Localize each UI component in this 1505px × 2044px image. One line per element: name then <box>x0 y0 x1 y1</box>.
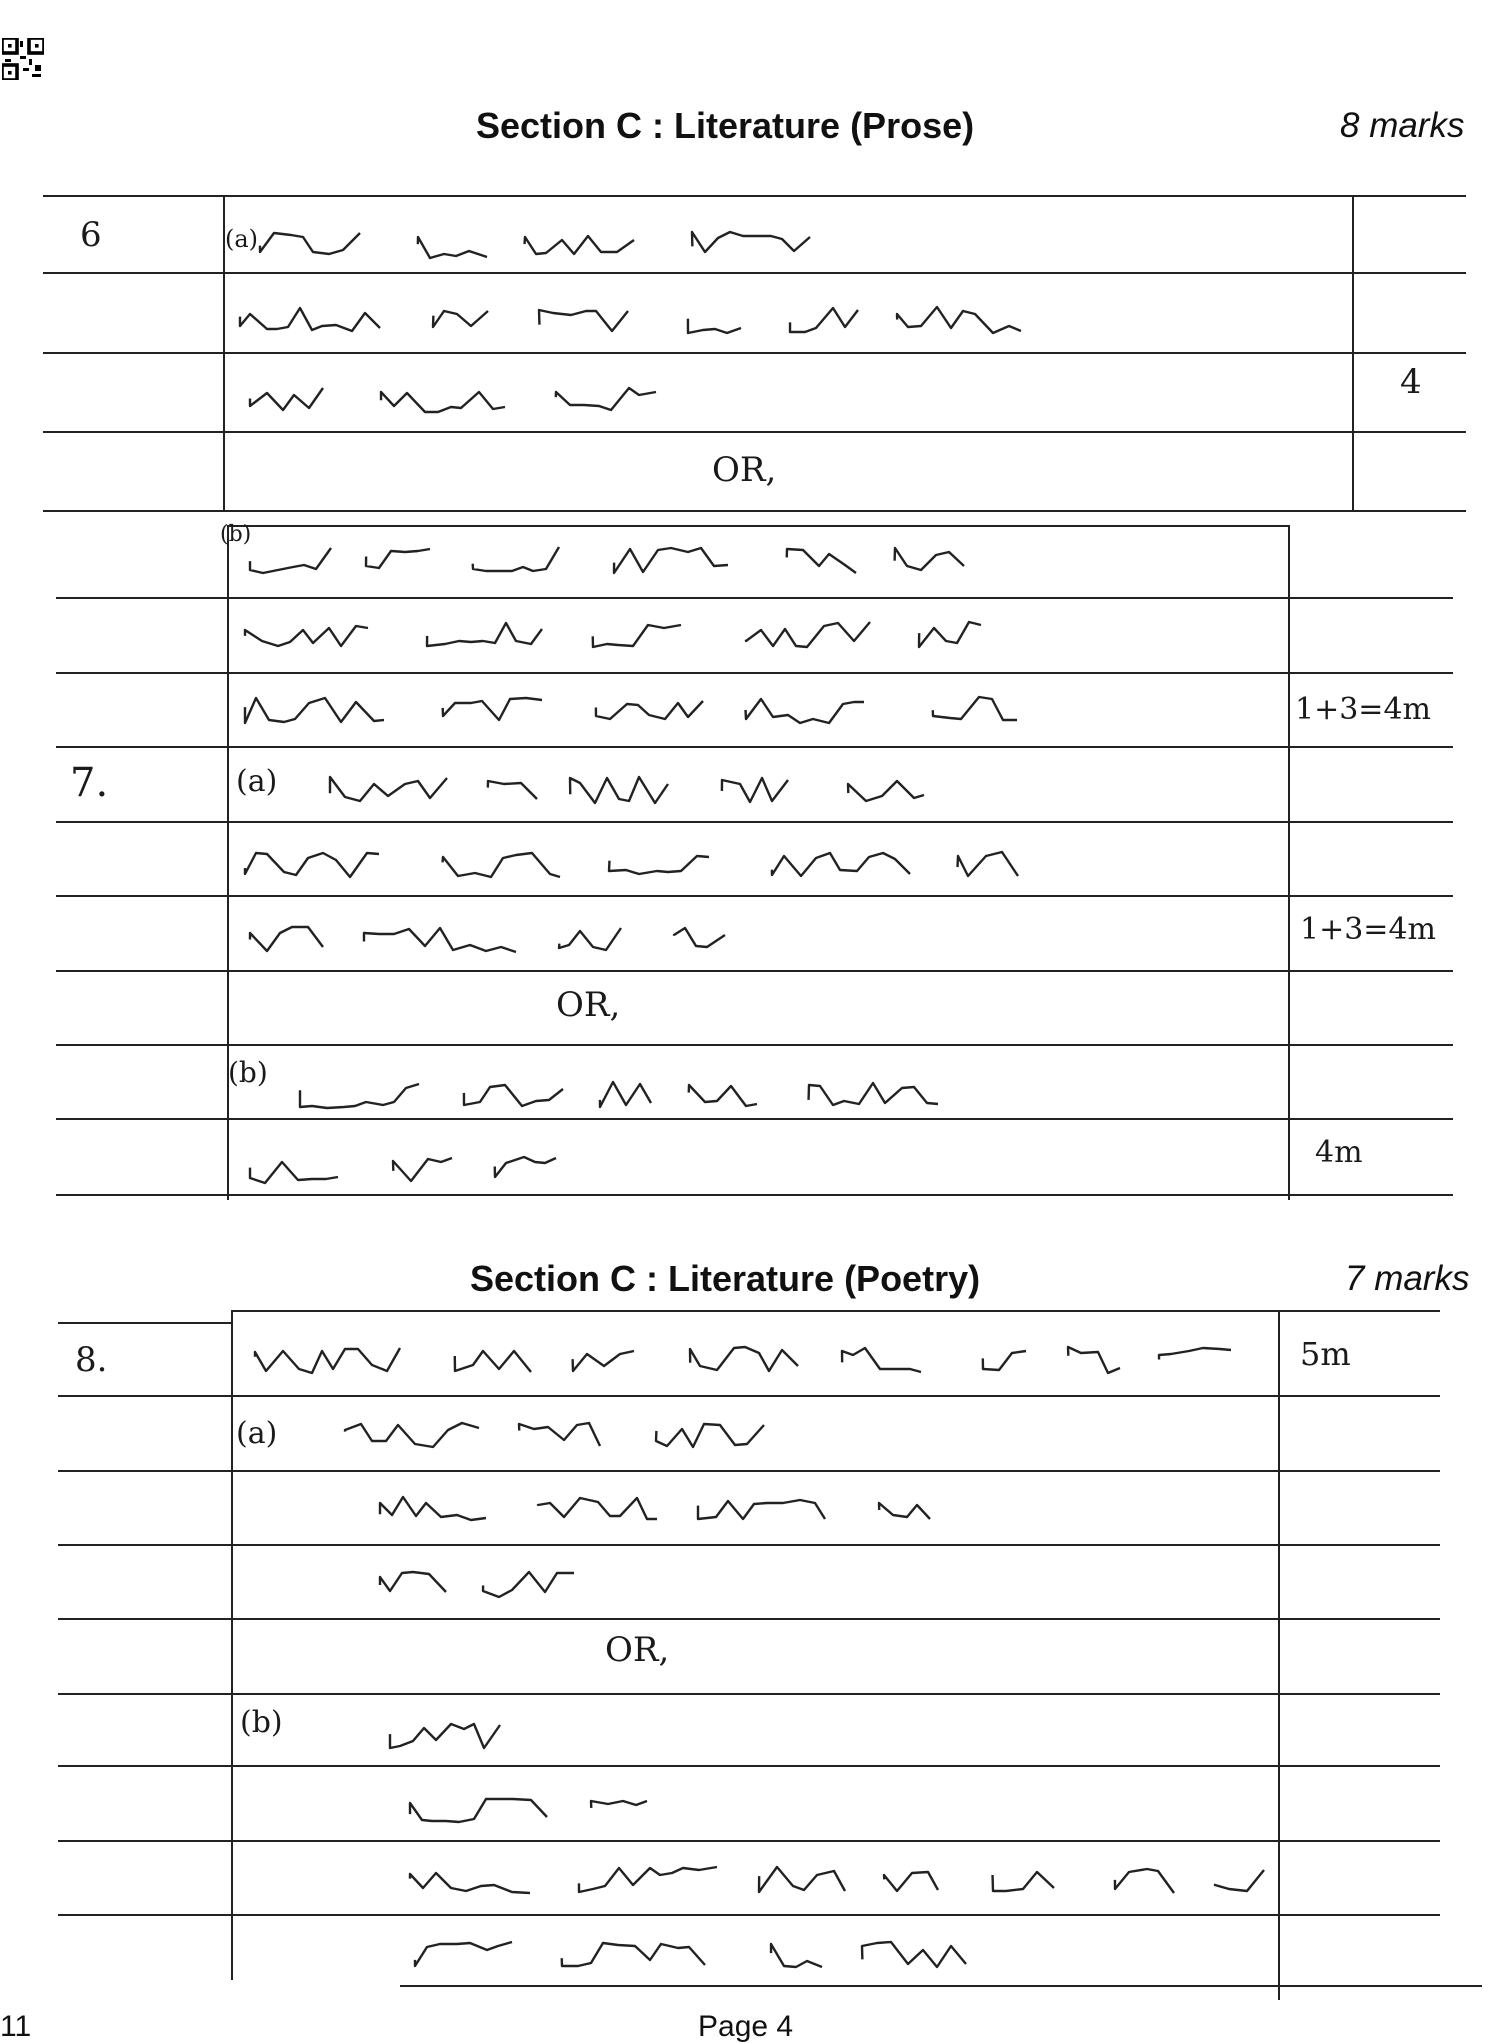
q8-marks: 5m <box>1300 1335 1351 1373</box>
handwritten-line <box>410 1857 1260 1907</box>
q6-or: OR, <box>712 450 777 490</box>
handwritten-line <box>255 1337 1220 1387</box>
q7a-marks: 1+3=4m <box>1300 912 1436 947</box>
handwritten-line <box>250 377 700 427</box>
handwritten-line <box>330 767 990 817</box>
q7b-marks: 4m <box>1315 1135 1363 1170</box>
q8b-label: (b) <box>240 1705 283 1740</box>
q6a-label: (a) <box>225 225 259 253</box>
q8-number: 8. <box>75 1340 108 1380</box>
prose-marks: 8 marks <box>1340 106 1465 145</box>
section-prose-title: Section C : Literature (Prose) <box>476 105 975 146</box>
q7b-label: (b) <box>228 1056 268 1089</box>
q6b-label: (b) <box>220 522 252 547</box>
q7-number: 7. <box>70 760 109 806</box>
handwritten-line <box>380 1562 560 1612</box>
handwritten-line <box>260 222 880 272</box>
handwritten-line <box>380 1487 960 1537</box>
handwritten-line <box>410 1787 670 1837</box>
handwritten-line <box>250 537 960 587</box>
handwritten-line <box>390 1712 500 1762</box>
footer-page: Page 4 <box>698 2010 794 2043</box>
q6b-marks: 1+3=4m <box>1295 692 1431 727</box>
handwritten-line <box>415 1932 920 1982</box>
handwritten-line <box>250 1147 620 1197</box>
footer-code: 11 <box>0 2010 32 2043</box>
handwritten-line <box>300 1072 930 1122</box>
q6a-marks: 4 <box>1400 362 1422 402</box>
handwritten-line <box>245 612 1040 662</box>
handwritten-line <box>240 297 1050 347</box>
q8-or: OR, <box>605 1630 670 1670</box>
q6-number: 6 <box>80 215 102 255</box>
handwritten-line <box>345 1412 720 1462</box>
section-poetry-title: Section C : Literature (Poetry) <box>470 1258 981 1299</box>
q7a-label: (a) <box>236 764 278 799</box>
qr-code <box>2 38 44 80</box>
poetry-marks: 7 marks <box>1345 1259 1470 1298</box>
handwritten-line <box>245 687 990 737</box>
q8a-label: (a) <box>236 1416 278 1451</box>
handwritten-line <box>245 842 1000 892</box>
q7-or: OR, <box>556 985 621 1025</box>
handwritten-line <box>250 917 770 967</box>
